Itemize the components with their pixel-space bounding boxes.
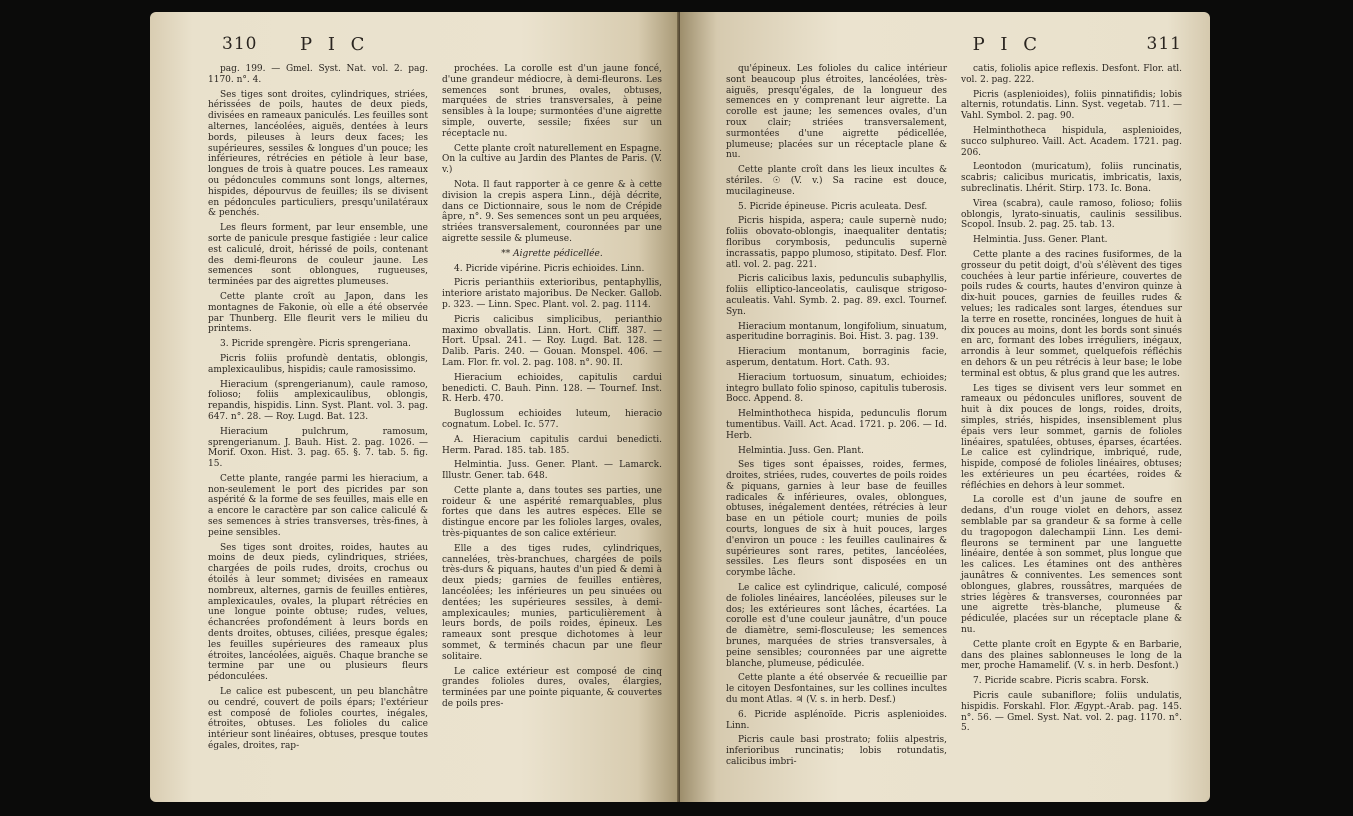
paragraph: Cette plante a, dans toutes ses parties, une roideur & une aspérité remarquables, plus fortes que dans les autres espèces. Elle se distingue encore par les folioles larges, ovales, très-piquantes de son calice extérieur. xyxy=(442,485,662,540)
paragraph: prochées. La corolle est d'un jaune foncé, d'une grandeur médiocre, à demi-fleurons. Les semences sont brunes, ovales, obtuses, marquées de stries transversales, à peine sensibles à la loupe; surmontées d'une aigrette simple, ouverte, sessile; fixées sur un réceptacle nu. xyxy=(442,64,662,139)
paragraph: Picris calicibus simplicibus, perianthio maximo obvallatis. Linn. Hort. Cliff. 387. — Hort. Upsal. 241. — Roy. Lugd. Bat. 128. — Dalib. Paris. 240. — Gouan. Monspel. 406. — Lam. Flor. fr. vol. 2. pag. 108. n°. 90. II. xyxy=(442,314,662,368)
paragraph: Helmintia. Juss. Gener. Plant. xyxy=(973,235,1108,246)
paragraph: Cette plante croît naturellement en Espagne. On la cultive au Jardin des Plantes de Paris. (V. v.) xyxy=(442,143,662,176)
left-page-columns xyxy=(208,64,662,756)
right-page-header xyxy=(726,34,1182,64)
paragraph: 3. Picride sprengère. Picris sprengeriana. xyxy=(220,339,411,350)
paragraph: Leontodon (muricatum), foliis runcinatis, scabris; calicibus muricatis, imbricatis, laxis, subreclinatis. Lhérit. Stirp. 173. Ic. Bona. xyxy=(961,162,1182,194)
paragraph: Hieracium montanum, longifolium, sinuatum, asperitudine borraginis. Boi. Hist. 3. pag. 139. xyxy=(726,321,947,343)
paragraph: ** Aigrette pédicellée. xyxy=(501,248,603,259)
paragraph: Cette plante croît au Japon, dans les montagnes de Fakonie, où elle a été observée par Thunberg. Elle fleurit vers le milieu du printems. xyxy=(208,291,428,335)
left-page xyxy=(150,12,680,802)
left-page-header xyxy=(208,34,662,64)
paragraph: Ses tiges sont épaisses, roides, fermes, droites, striées, rudes, couvertes de poils roides & piquans, garnies à leur base de feuilles radicales & inférieures, ovales, oblongues, obtuses, inégalement dentées, rétrécies à leur base en un pétiole court; munies de poils courts, longues de six à huit pouces, larges d'environ un pouce : les feuilles caulinaires & supérieures sont rares, petites, lancéolées, sessiles. Les fleurs sont disposées en un corymbe lâche. xyxy=(726,460,947,579)
paragraph: Hieracium (sprengerianum), caule ramoso, folioso; foliis amplexicaulibus, oblongis, repandis, hispidis. Linn. Syst. Plant. vol. 3. pag. 647. n°. 28. — Roy. Lugd. Bat. 123. xyxy=(208,379,428,422)
paragraph: Hieracium pulchrum, ramosum, sprengerianum. J. Bauh. Hist. 2. pag. 1026. — Morif. Oxon. Hist. 3. pag. 65. §. 7. tab. 5. fig. 15. xyxy=(208,426,428,470)
paragraph: Picris calicibus laxis, pedunculis subaphyllis, foliis elliptico-lanceolatis, caulisque strigoso-aculeatis. Vahl. Symb. 2. pag. 89. excl. Tournef. Syn. xyxy=(726,274,947,317)
paragraph: A. Hieracium capitulis cardui benedicti. Herm. Parad. 185. tab. 185. xyxy=(442,434,662,456)
paragraph: catis, foliolis apice reflexis. Desfont. Flor. atl. vol. 2. pag. 222. xyxy=(961,64,1182,85)
paragraph: Picris caule subaniflore; foliis undulatis, hispidis. Forskahl. Flor. Ægypt.-Arab. pag. 145. n°. 56. — Gmel. Syst. Nat. vol. 2. pag. 1170. n°. 5. xyxy=(961,691,1182,734)
paragraph: Nota. Il faut rapporter à ce genre & à cette division la crepis aspera Linn., déjà décrite, dans ce Dictionnaire, sous le nom de Crépide âpre, n°. 9. Ses semences sont un peu arquées, striées transversalement, couronnées par une aigrette sessile & plumeuse. xyxy=(442,179,662,244)
paragraph: Cette plante croît dans les lieux incultes & stériles. ☉ (V. v.) Sa racine est douce, mucilagineuse. xyxy=(726,165,947,197)
paragraph: Helminthotheca hispidula, asplenioides, succo sulphureo. Vaill. Act. Academ. 1721. pag. 206. xyxy=(961,125,1182,158)
paragraph: Picris foliis profundè dentatis, oblongis, amplexicaulibus, hispidis; caule ramosissimo. xyxy=(208,353,428,375)
paragraph: 7. Picride scabre. Picris scabra. Forsk. xyxy=(973,676,1149,687)
paragraph: Buglossum echioides luteum, hieracio cognatum. Lobel. Ic. 577. xyxy=(442,409,662,430)
paragraph: Le calice est pubescent, un peu blanchâtre ou cendré, couvert de poils épars; l'extérieur est composé de folioles courtes, inégales, étroites, obtuses. Les folioles du calice intérieur sont linéaires, obtuses, presque toutes égales, droites, rap- xyxy=(208,687,428,752)
paragraph: Cette plante, rangée parmi les hieracium, a non-seulement le port des picrides par son aspérité & la forme de ses feuilles, mais elle en a encore le caractère par son calice caliculé & ses semences à stries transverses, très-fines, à peine sensibles. xyxy=(208,473,428,538)
paragraph: 4. Picride vipérine. Picris echioides. Linn. xyxy=(454,263,645,274)
running-head: P I C xyxy=(972,34,1042,55)
paragraph: Picris caule basi prostrato; foliis alpestris, inferioribus runcinatis; lobis rotundatis, calicibus imbri- xyxy=(726,735,947,768)
paragraph: 5. Picride épineuse. Picris aculeata. Desf. xyxy=(738,201,928,212)
paragraph: La corolle est d'un jaune de soufre en dedans, d'un rouge violet en dehors, assez semblable par sa grandeur & sa forme à celle du tragopogon dalechampii Linn. Les demi-fleurons se terminent par une languette linéaire, dentée à son sommet, plus longue que les calices. Les étamines ont des anthères jaunâtres & conniventes. Les semences sont oblongues, glabres, roussâtres, marquées de stries légères & transverses, couronnées par une aigrette très-blanche, plumeuse & pédiculée, placées sur un réceptacle plane & nu. xyxy=(961,495,1182,636)
paragraph: Picris hispida, aspera; caule supernè nudo; foliis obovato-oblongis, inaequaliter dentatis; floribus corymbosis, pedunculis supernè incrassatis, pappo plumoso, stipitato. Desf. Flor. atl. vol. 2. pag. 221. xyxy=(726,216,947,270)
running-head: P I C xyxy=(300,34,370,55)
paragraph: Virea (scabra), caule ramoso, folioso; foliis oblongis, lyrato-sinuatis, caulinis sessilibus. Scopol. Insub. 2. pag. 25. tab. 13. xyxy=(961,198,1182,231)
paragraph: Les tiges se divisent vers leur sommet en rameaux ou pédoncules uniflores, souvent de huit à dix pouces de longs, roides, droits, simples, striés, hispides, insensiblement plus épais vers leur sommet, garnis de folioles linéaires, spatulées, obtuses, éparses, écartées. Le calice est cylindrique, imbriqué, rude, hispide, composé de folioles linéaires, obtuses; les extérieures un peu écartées, roides & réfléchies en dehors à leur sommet. xyxy=(961,383,1182,491)
paragraph: Cette plante croît en Egypte & en Barbarie, dans des plaines sablonneuses le long de la mer, proche Hamamelif. (V. s. in herb. Desfont.) xyxy=(961,639,1182,672)
paragraph: qu'épineux. Les folioles du calice intérieur sont beaucoup plus étroites, lancéolées, très-aiguës, presqu'égales, de la longueur des semences en y comprenant leur aigrette. La corolle est jaune; les semences ovales, d'un roux clair; striées transversalement, surmontées d'une aigrette pédicellée, plumeuse; placées sur un réceptacle plane & nu. xyxy=(726,64,947,161)
right-column-2 xyxy=(961,64,1182,772)
paragraph: Helminthotheca hispida, pedunculis florum tumentibus. Vaill. Act. Acad. 1721. p. 206. — Id. Herb. xyxy=(726,409,947,441)
paragraph: Le calice est cylindrique, caliculé, composé de folioles linéaires, lancéolées, pileuses sur le dos; les extérieures sont lâches, écartées. La corolle est d'une couleur jaunâtre, d'un pouce de diamètre, semi-flosculeuse; les semences brunes, marquées de stries transversales, à peine sensibles; couronnées par une aigrette blanche, plumeuse, pédiculée. xyxy=(726,583,947,669)
page-number: 310 xyxy=(222,34,258,54)
paragraph: Ses tiges sont droites, roides, hautes au moins de deux pieds, cylindriques, striées, chargées de poils rudes, droits, crochus ou étoilés à leur sommet; divisées en rameaux nombreux, alternes, garnis de feuilles entières, amplexicaules, ovales, la plupart rétrécies en une longue pointe obtuse; rudes, velues, échancrées profondément à leurs bords en dents droites, obtuses, ciliées, presque égales; les feuilles supérieures des rameaux plus étroites, lancéolées, aiguës. Chaque branche se termine par une ou plusieurs fleurs pédonculées. xyxy=(208,542,428,683)
paragraph: Hieracium tortuosum, sinuatum, echioides; integro bullato folio spinoso, capitulis tuberosis. Bocc. Append. 8. xyxy=(726,372,947,405)
page-number: 311 xyxy=(1146,34,1182,54)
left-column-1 xyxy=(208,64,428,756)
left-column-2 xyxy=(442,64,662,756)
paragraph: Les fleurs forment, par leur ensemble, une sorte de panicule presque fastigiée : leur calice est caliculé, droit, hérissé de poils, contenant des demi-fleurons de couleur jaune. Les semences sont oblongues, rugueuses, terminées par des aigrettes plumeuses. xyxy=(208,223,428,288)
paragraph: Picris (asplenioides), foliis pinnatifidis; lobis alternis, rotundatis. Linn. Syst. vegetab. 711. — Vahl. Symbol. 2. pag. 90. xyxy=(961,89,1182,122)
paragraph: Elle a des tiges rudes, cylindriques, cannelées, très-branchues, chargées de poils très-durs & piquans, hautes d'un pied & demi à deux pieds; garnies de feuilles entières, lancéolées; les inférieures un peu sinuées ou dentées; les supérieures sessiles, à demi-amplexicaules; munies, particulièrement à leurs bords, de poils roides, épineux. Les rameaux sont presque dichotomes à leur sommet, & terminés chacun par une fleur solitaire. xyxy=(442,543,662,662)
right-page xyxy=(680,12,1210,802)
paragraph: Ses tiges sont droites, cylindriques, striées, hérissées de poils, hautes de deux pieds, divisées en rameaux paniculés. Les feuilles sont alternes, lancéolées, aiguës, dentées à leurs bords, pileuses à leurs deux faces; les supérieures, sessiles & longues d'un pouce; les inférieures, rétrécies en pétiole à leur base, longues de trois à quatre pouces. Les rameaux ou pédoncules communs sont longs, alternes, hispides, dépourvus de feuilles; ils se divisent en pédoncules particuliers, presqu'unilatéraux & penchés. xyxy=(208,89,428,219)
right-page-columns xyxy=(726,64,1182,772)
paragraph: Helmintia. Juss. Gener. Plant. — Lamarck. Illustr. Gener. tab. 648. xyxy=(442,460,662,482)
paragraph: Picris perianthiis exterioribus, pentaphyllis, interiore aristato majoribus. De Necker. Gallob. p. 323. — Linn. Spec. Plant. vol. 2. pag. 1114. xyxy=(442,278,662,310)
paragraph: Cette plante a des racines fusiformes, de la grosseur du petit doigt, d'où s'élèvent des tiges couchées à leur partie inférieure, couvertes de poils rudes & courts, hautes d'environ quinze à dix-huit pouces, garnies de feuilles rudes & velues; les radicales sont larges, étendues sur la terre en rosette, roncinées, longues de huit à dix pouces au moins, dont les bords sont sinués en arc, formant des lobes irréguliers, inégaux, arrondis à leur sommet, quelquefois réfléchis en dehors & un peu rétrécis à leur base; le lobe terminal est obtus, & plus grand que les autres. xyxy=(961,249,1182,379)
right-column-1 xyxy=(726,64,947,772)
paragraph: Hieracium echioides, capitulis cardui benedicti. C. Bauh. Pinn. 128. — Tournef. Inst. R. Herb. 470. xyxy=(442,372,662,405)
paragraph: Le calice extérieur est composé de cinq grandes folioles dures, ovales, élargies, terminées par une pointe piquante, & couvertes de poils pres- xyxy=(442,666,662,710)
paragraph: pag. 199. — Gmel. Syst. Nat. vol. 2. pag. 1170. n°. 4. xyxy=(208,64,428,85)
paragraph: 6. Picride asplénoïde. Picris asplenioides. Linn. xyxy=(726,709,947,731)
open-book xyxy=(150,12,1210,802)
paragraph: Cette plante a été observée & recueillie par le citoyen Desfontaines, sur les collines incultes du mont Atlas. ♃ (V. s. in herb. Desf.) xyxy=(726,673,947,706)
paragraph: Helmintia. Juss. Gen. Plant. xyxy=(738,445,864,456)
paragraph: Hieracium montanum, borraginis facie, asperum, dentatum. Hort. Cath. 93. xyxy=(726,347,947,368)
